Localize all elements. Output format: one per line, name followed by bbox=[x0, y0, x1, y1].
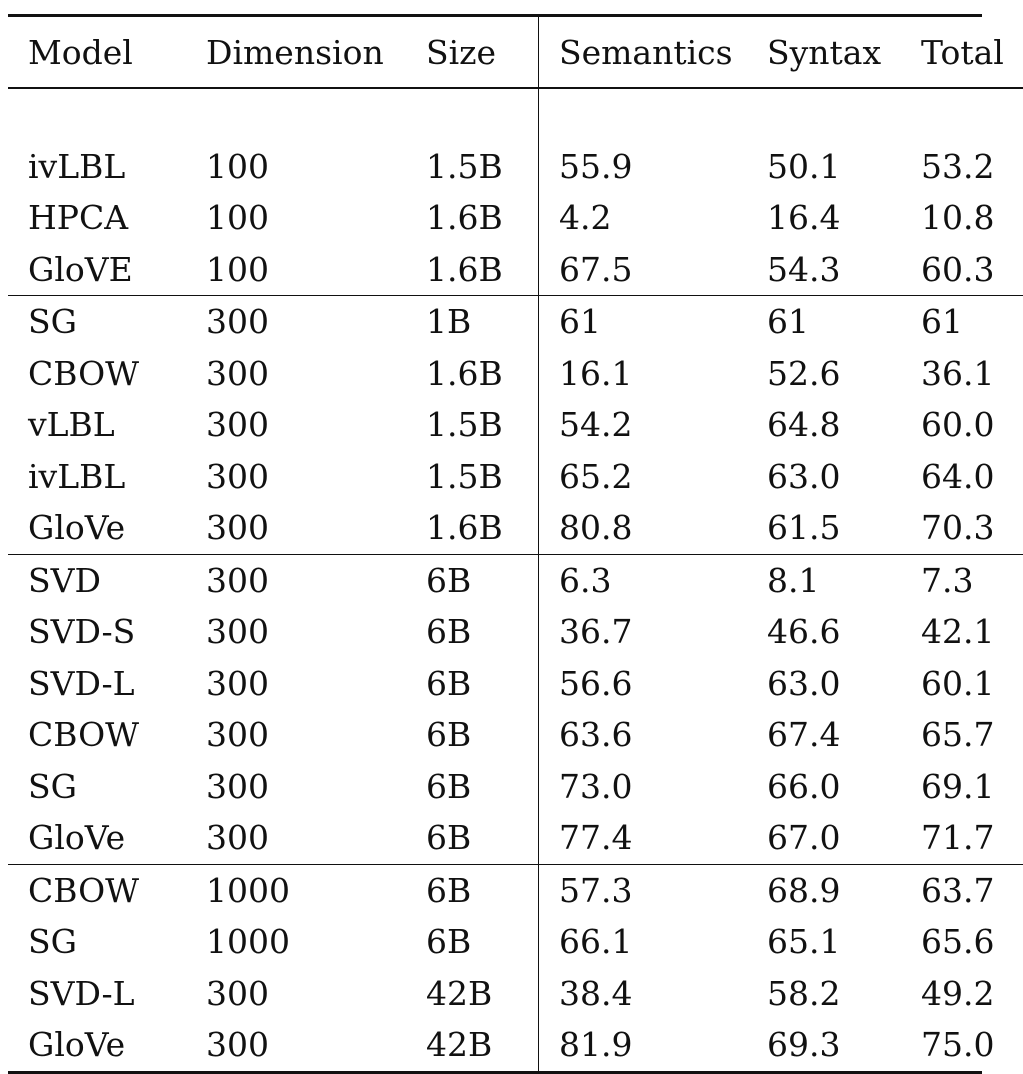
cell-size: 1.6B bbox=[426, 244, 539, 296]
cell-dimension: 300 bbox=[206, 812, 426, 864]
cell-dimension: 300 bbox=[206, 502, 426, 554]
table-row bbox=[8, 968, 1023, 1020]
cell-dimension: 300 bbox=[206, 353, 269, 393]
cell-model: SVD-S bbox=[28, 612, 136, 652]
cell-semantics: 16.1 bbox=[559, 353, 633, 393]
cell-model: SG bbox=[28, 302, 77, 342]
cell-model: CBOW bbox=[28, 870, 140, 910]
cell-syntax: 69.3 bbox=[767, 1025, 841, 1065]
cell-size: 6B bbox=[426, 658, 539, 710]
cell-dimension: 100 bbox=[206, 244, 426, 296]
header-spacer bbox=[8, 88, 1023, 141]
cell-syntax: 63.0 bbox=[767, 456, 841, 496]
table-row bbox=[8, 658, 1023, 710]
table-row bbox=[8, 451, 1023, 503]
cell-semantics: 36.7 bbox=[559, 612, 633, 652]
cell-syntax: 65.1 bbox=[767, 922, 841, 962]
results-table bbox=[8, 17, 1023, 1071]
cell-model: CBOW bbox=[28, 353, 140, 393]
cell-size: 42B bbox=[426, 1019, 539, 1071]
table-row bbox=[8, 502, 1023, 554]
table-row bbox=[8, 348, 1023, 400]
cell-dimension: 1000 bbox=[206, 922, 290, 962]
cell-size: 1.5B bbox=[426, 141, 539, 193]
cell-size: 6B bbox=[426, 916, 539, 968]
cell-model: SVD-L bbox=[28, 663, 135, 703]
cell-model: SVD-L bbox=[28, 973, 135, 1013]
cell-total: 36.1 bbox=[921, 353, 995, 393]
cell-semantics: 73.0 bbox=[559, 766, 633, 806]
cell-semantics: 38.4 bbox=[559, 973, 633, 1013]
table-row bbox=[8, 864, 1023, 916]
spacer-cell bbox=[8, 88, 206, 141]
cell-model: SVD bbox=[28, 560, 101, 600]
cell-semantics: 6.3 bbox=[559, 560, 612, 600]
table-row bbox=[8, 192, 1023, 244]
cell-size: 1B bbox=[426, 296, 539, 348]
cell-total: 60.1 bbox=[921, 663, 995, 703]
cell-semantics: 81.9 bbox=[559, 1025, 633, 1065]
cell-semantics: 67.5 bbox=[539, 244, 768, 296]
cell-size: 6B bbox=[426, 709, 539, 761]
table-row bbox=[8, 916, 1023, 968]
cell-dimension: 300 bbox=[206, 302, 269, 342]
cell-total: 63.7 bbox=[921, 870, 995, 910]
cell-syntax: 54.3 bbox=[767, 244, 921, 296]
cell-model: ivLBL bbox=[28, 146, 126, 186]
cell-size: 1.6B bbox=[426, 192, 539, 244]
cell-model: GloVE bbox=[8, 244, 206, 296]
cell-dimension: 300 bbox=[206, 715, 269, 755]
cell-total: 75.0 bbox=[921, 1025, 995, 1065]
spacer-cell bbox=[426, 88, 539, 141]
cell-dimension: 100 bbox=[206, 198, 269, 238]
cell-size: 1.5B bbox=[426, 399, 539, 451]
cell-dimension: 100 bbox=[206, 146, 269, 186]
cell-total: 60.3 bbox=[921, 244, 1023, 296]
cell-total: 7.3 bbox=[921, 560, 974, 600]
table-row bbox=[8, 296, 1023, 348]
table-row bbox=[8, 554, 1023, 606]
cell-size: 1.6B bbox=[426, 348, 539, 400]
spacer-cell bbox=[206, 88, 426, 141]
cell-syntax: 46.6 bbox=[767, 612, 841, 652]
cell-semantics: 55.9 bbox=[559, 146, 633, 186]
cell-dimension: 300 bbox=[206, 766, 269, 806]
cell-total: 61 bbox=[921, 302, 963, 342]
cell-model: GloVe bbox=[8, 812, 206, 864]
cell-dimension: 300 bbox=[206, 973, 269, 1013]
header-syntax: Syntax bbox=[767, 32, 882, 72]
cell-semantics: 56.6 bbox=[559, 663, 633, 703]
cell-syntax: 67.4 bbox=[767, 715, 841, 755]
results-table-container bbox=[8, 14, 1004, 1074]
cell-model: CBOW bbox=[28, 715, 140, 755]
header-dimension: Dimension bbox=[206, 32, 384, 72]
cell-semantics: 61 bbox=[559, 302, 601, 342]
cell-syntax: 67.0 bbox=[767, 812, 921, 864]
cell-semantics: 65.2 bbox=[559, 456, 633, 496]
cell-syntax: 8.1 bbox=[767, 560, 820, 600]
cell-size: 6B bbox=[426, 761, 539, 813]
header-size: Size bbox=[426, 17, 539, 88]
spacer-cell bbox=[921, 88, 1023, 141]
cell-dimension: 300 bbox=[206, 612, 269, 652]
cell-model: SG bbox=[28, 922, 77, 962]
cell-size: 6B bbox=[426, 864, 539, 916]
cell-dimension: 300 bbox=[206, 405, 269, 445]
table-bottom-rule bbox=[8, 1071, 982, 1074]
cell-semantics: 77.4 bbox=[539, 812, 768, 864]
cell-size: 6B bbox=[426, 812, 539, 864]
cell-semantics: 4.2 bbox=[559, 198, 612, 238]
cell-semantics: 80.8 bbox=[539, 502, 768, 554]
cell-syntax: 64.8 bbox=[767, 405, 841, 445]
cell-model: GloVe bbox=[8, 502, 206, 554]
cell-total: 10.8 bbox=[921, 198, 995, 238]
cell-total: 70.3 bbox=[921, 502, 1023, 554]
cell-total: 71.7 bbox=[921, 812, 1023, 864]
cell-dimension: 1000 bbox=[206, 870, 290, 910]
table-body bbox=[8, 88, 1023, 1071]
spacer-cell bbox=[767, 88, 921, 141]
table-row bbox=[8, 244, 1023, 296]
cell-syntax: 52.6 bbox=[767, 353, 841, 393]
cell-dimension: 300 bbox=[206, 560, 269, 600]
cell-size: 6B bbox=[426, 606, 539, 658]
table-header bbox=[8, 17, 1023, 88]
cell-syntax: 16.4 bbox=[767, 198, 841, 238]
cell-model: ivLBL bbox=[28, 456, 126, 496]
cell-semantics: 63.6 bbox=[559, 715, 633, 755]
header-total: Total bbox=[921, 32, 1004, 72]
table-row bbox=[8, 399, 1023, 451]
cell-dimension: 300 bbox=[206, 456, 269, 496]
spacer-cell bbox=[539, 88, 768, 141]
header-model: Model bbox=[28, 32, 133, 72]
cell-semantics: 54.2 bbox=[559, 405, 633, 445]
cell-size: 1.5B bbox=[426, 451, 539, 503]
cell-dimension: 300 bbox=[206, 663, 269, 703]
table-row bbox=[8, 812, 1023, 864]
cell-size: 42B bbox=[426, 968, 539, 1020]
cell-model: GloVe bbox=[28, 1025, 126, 1065]
cell-total: 53.2 bbox=[921, 146, 995, 186]
cell-syntax: 68.9 bbox=[767, 870, 841, 910]
table-row bbox=[8, 761, 1023, 813]
cell-size: 6B bbox=[426, 554, 539, 606]
cell-syntax: 63.0 bbox=[767, 663, 841, 703]
cell-syntax: 61 bbox=[767, 302, 809, 342]
cell-semantics: 66.1 bbox=[559, 922, 633, 962]
cell-model: vLBL bbox=[28, 405, 115, 445]
cell-total: 64.0 bbox=[921, 456, 995, 496]
cell-total: 65.7 bbox=[921, 715, 995, 755]
cell-total: 69.1 bbox=[921, 766, 995, 806]
cell-syntax: 58.2 bbox=[767, 973, 841, 1013]
cell-dimension: 300 bbox=[206, 1025, 269, 1065]
cell-size: 1.6B bbox=[426, 502, 539, 554]
table-row bbox=[8, 141, 1023, 193]
cell-total: 65.6 bbox=[921, 922, 995, 962]
cell-syntax: 66.0 bbox=[767, 766, 841, 806]
table-row bbox=[8, 606, 1023, 658]
cell-total: 60.0 bbox=[921, 405, 995, 445]
cell-model: SG bbox=[28, 766, 77, 806]
table-row bbox=[8, 709, 1023, 761]
cell-syntax: 50.1 bbox=[767, 146, 841, 186]
cell-model: HPCA bbox=[28, 198, 129, 238]
cell-total: 42.1 bbox=[921, 612, 995, 652]
header-row bbox=[8, 17, 1023, 88]
header-semantics: Semantics bbox=[559, 32, 733, 72]
table-row bbox=[8, 1019, 1023, 1071]
cell-total: 49.2 bbox=[921, 973, 995, 1013]
cell-semantics: 57.3 bbox=[559, 870, 633, 910]
cell-syntax: 61.5 bbox=[767, 502, 921, 554]
